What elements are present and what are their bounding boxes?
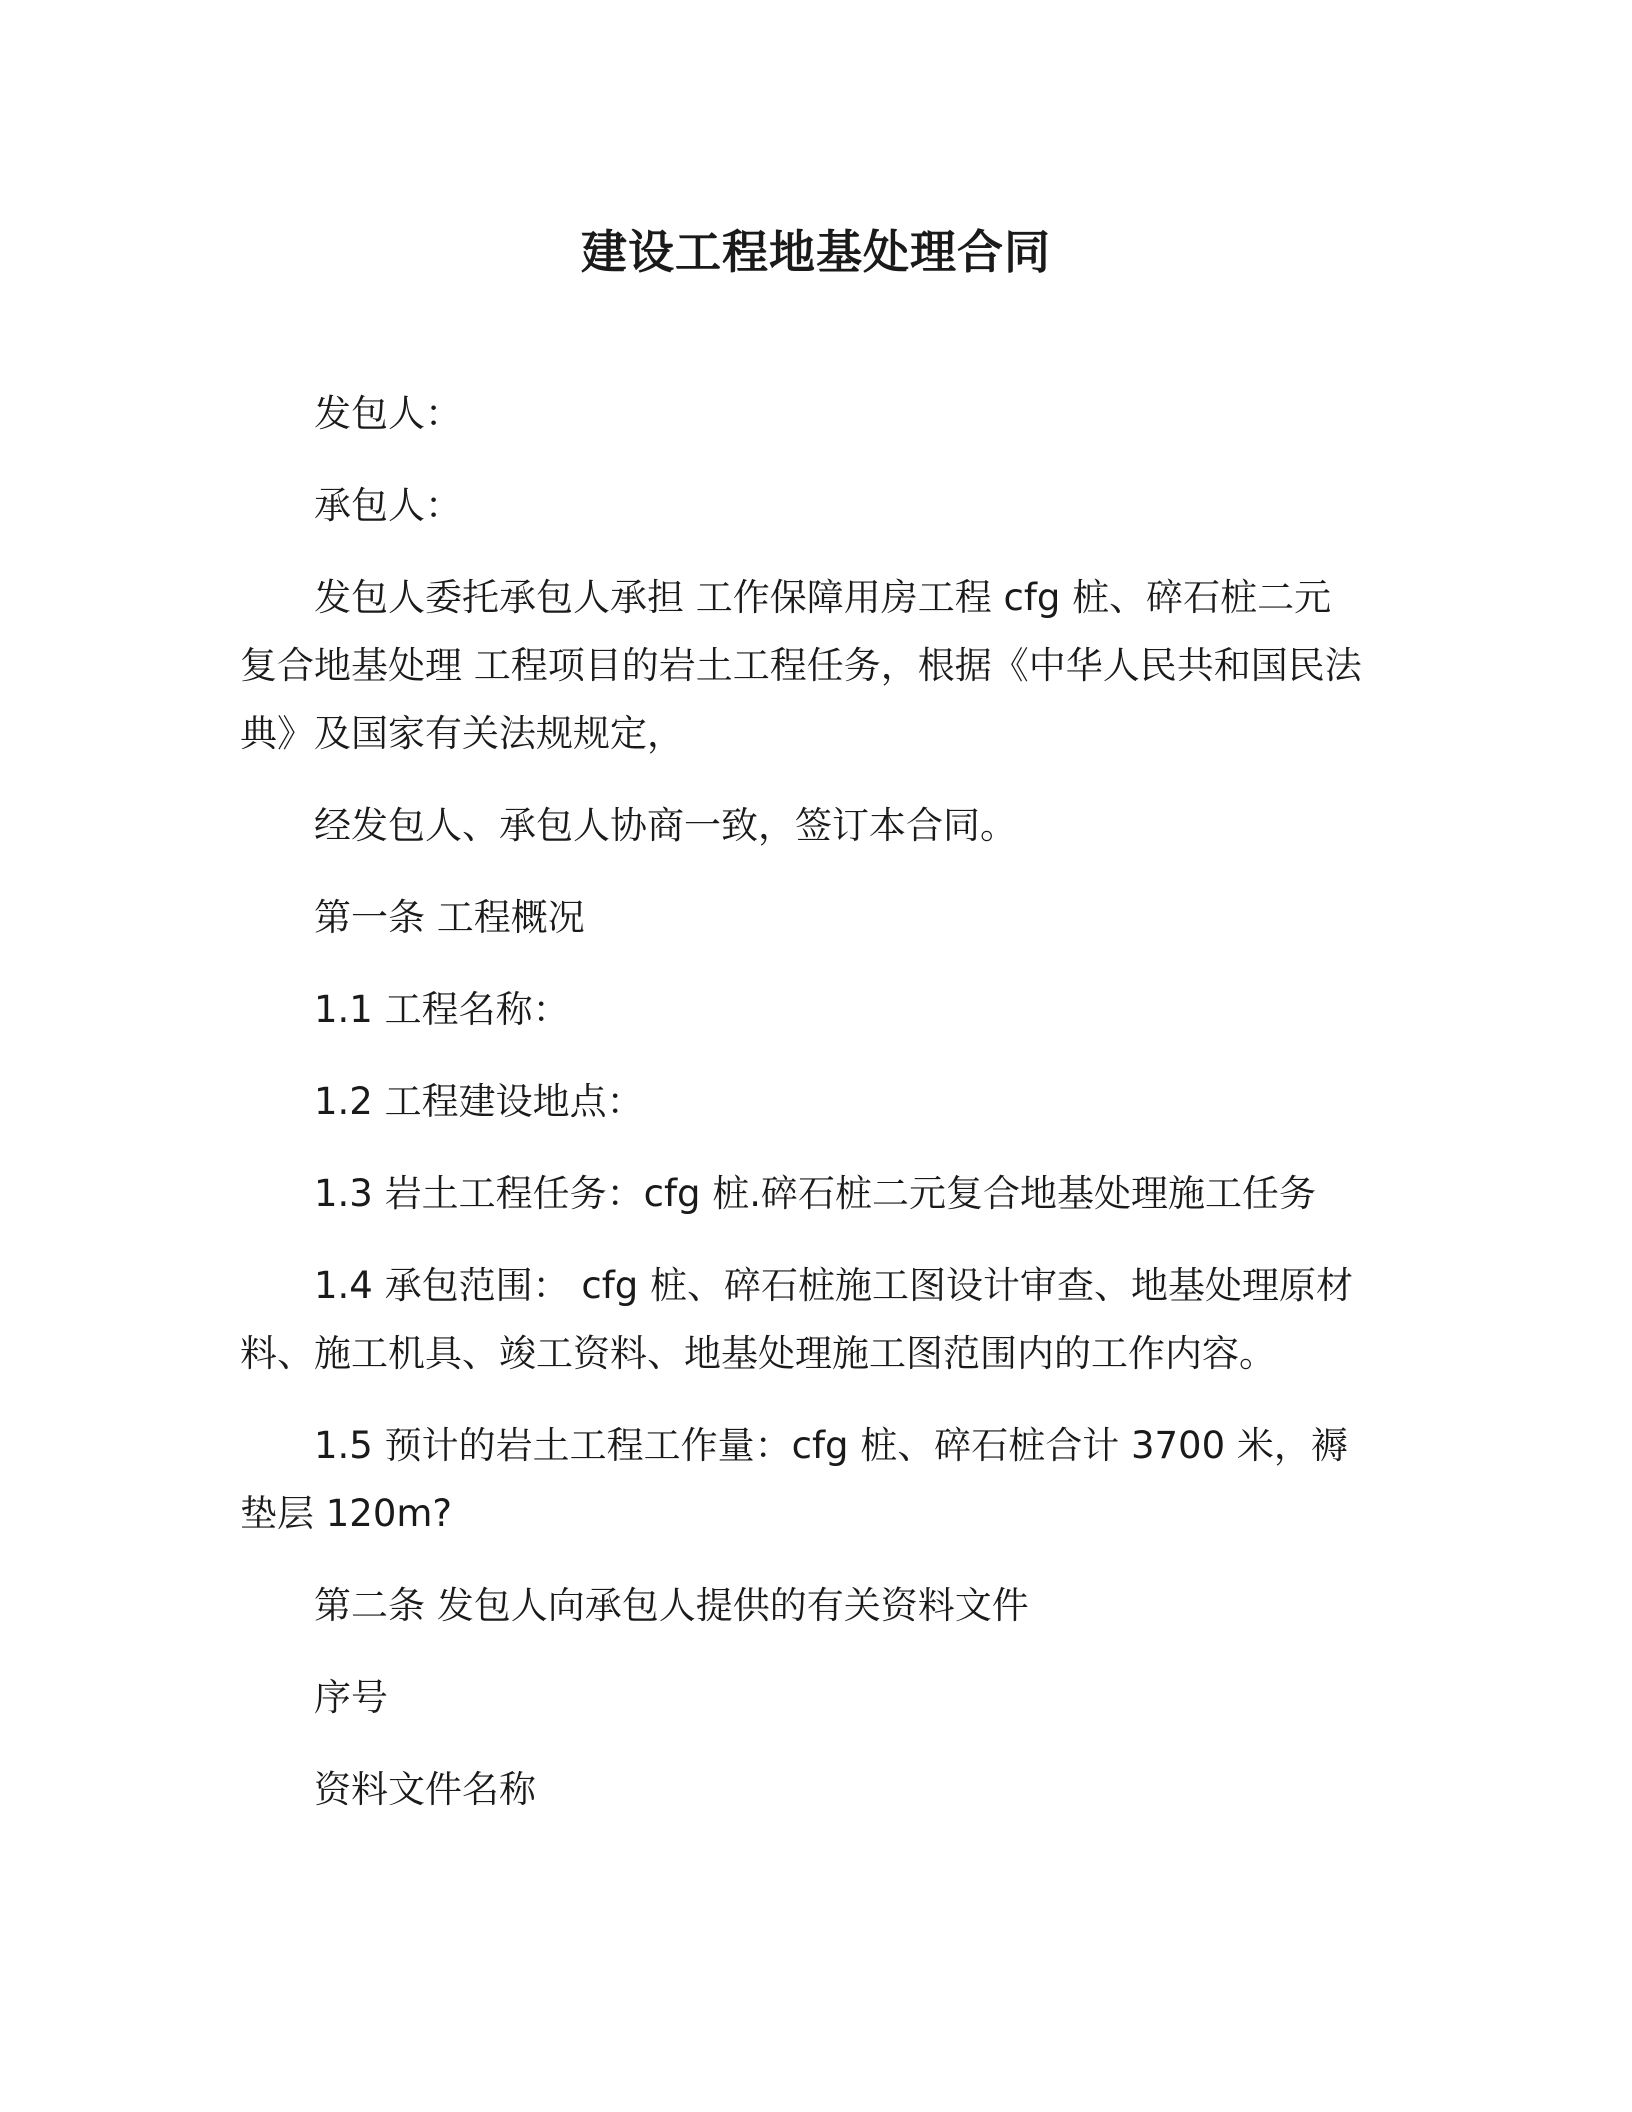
clause-1-4: 1.4 承包范围： cfg 桩、碎石桩施工图设计审查、地基处理原材料、施工机具、竣工资料、地基处理施工图范围内的工作内容。 <box>240 1264 1353 1375</box>
clause-1-2: 1.2 工程建设地点： <box>314 1080 644 1123</box>
clause-1-3: 1.3 岩土工程任务：cfg 桩.碎石桩二元复合地基处理施工任务 <box>314 1172 1316 1215</box>
employer-line: 发包人： <box>314 392 462 435</box>
agreement-paragraph: 经发包人、承包人协商一致，签订本合同。 <box>314 804 1017 847</box>
document-title: 建设工程地基处理合同 <box>581 225 1051 279</box>
article-one-heading: 第一条 工程概况 <box>314 896 585 939</box>
article-two-heading: 第二条 发包人向承包人提供的有关资料文件 <box>314 1584 1029 1627</box>
contractor-line: 承包人： <box>314 484 462 527</box>
commission-paragraph: 发包人委托承包人承担 工作保障用房工程 cfg 桩、碎石桩二元复合地基处理 工程项目的岩土工程任务，根据《中华人民共和国民法典》及国家有关法规规定， <box>240 576 1362 755</box>
clause-1-5: 1.5 预计的岩土工程工作量：cfg 桩、碎石桩合计 3700 米，褥垫层 120m? <box>240 1424 1348 1535</box>
clause-1-1: 1.1 工程名称： <box>314 988 570 1031</box>
table-header-serial: 序号 <box>314 1676 388 1719</box>
table-header-document-name: 资料文件名称 <box>314 1768 536 1811</box>
